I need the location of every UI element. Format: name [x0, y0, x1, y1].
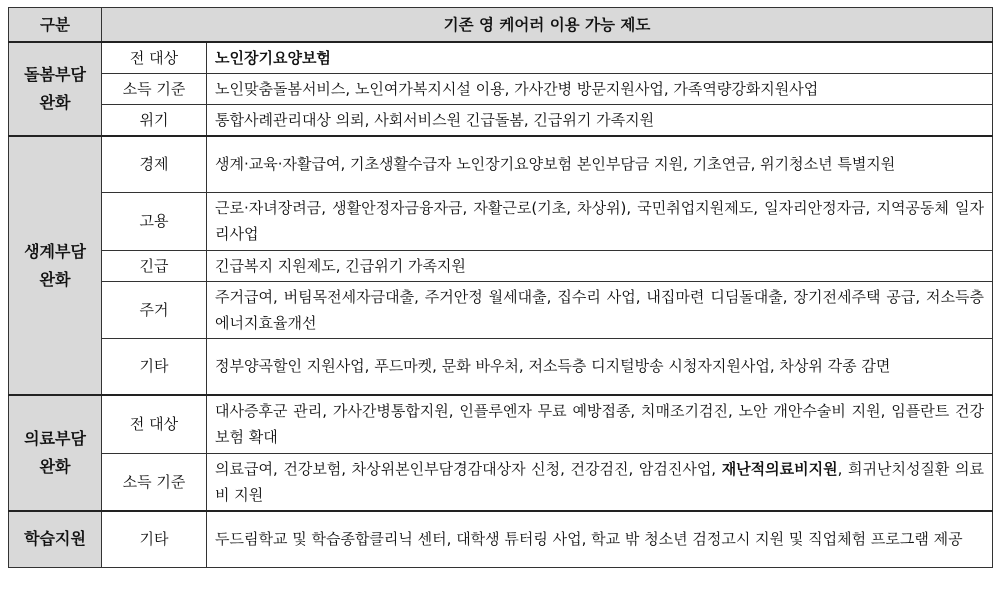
- subcategory-cell: 주거: [102, 281, 207, 338]
- table-row: [9, 192, 993, 250]
- program-text: 의료급여, 건강보험, 차상위본인부담경감대상자 신청, 건강검진, 암검진사업,: [215, 459, 722, 478]
- subcategory-cell: 소득 기준: [102, 453, 207, 511]
- group-label: 완화: [39, 456, 71, 476]
- policy-table: [8, 7, 993, 568]
- program-text: , 희귀난치성질환 의료비 지원: [215, 459, 985, 504]
- group-livelihood-burden: [9, 136, 102, 395]
- program-cell: 통합사례관리대상 의뢰, 사회서비스원 긴급돌봄, 긴급위기 가족지원: [207, 105, 993, 137]
- table-row: [9, 74, 993, 105]
- program-cell: 대사증후군 관리, 가사간병통합지원, 인플루엔자 무료 예방접종, 치매조기검진, 노안 개안수술비 지원, 임플란트 건강보험 확대: [207, 395, 993, 453]
- table-row: [9, 42, 993, 74]
- table-row: [9, 136, 993, 192]
- subcategory-cell: 위기: [102, 105, 207, 137]
- group-learning-support: [9, 511, 102, 568]
- table-row: [9, 395, 993, 453]
- subcategory-cell: 기타: [102, 338, 207, 395]
- table-row: [9, 338, 993, 395]
- subcategory-cell: 전 대상: [102, 395, 207, 453]
- subcategory-cell: 소득 기준: [102, 74, 207, 105]
- table-row: [9, 250, 993, 281]
- program-cell: 주거급여, 버팀목전세자금대출, 주거안정 월세대출, 집수리 사업, 내집마련 디딤돌대출, 장기전세주택 공급, 저소득층 에너지효율개선: [207, 281, 993, 338]
- header-row: [9, 8, 993, 43]
- table-row: [9, 105, 993, 137]
- program-cell: 노인맞춤돌봄서비스, 노인여가복지시설 이용, 가사간병 방문지원사업, 가족역량강화지원사업: [207, 74, 993, 105]
- program-text-emphasis: 재난적의료비지원: [721, 459, 838, 478]
- header-category: 구분: [9, 8, 102, 43]
- group-label: 돌봄부담: [24, 65, 86, 84]
- program-cell: 근로·자녀장려금, 생활안정자금융자금, 자활근로(기초, 차상위), 국민취업지원제도, 일자리안정자금, 지역공동체 일자리사업: [207, 192, 993, 250]
- group-label: 완화: [39, 269, 71, 289]
- group-label: 의료부담: [24, 428, 86, 448]
- group-label: 학습지원: [24, 529, 86, 549]
- program-cell: 긴급복지 지원제도, 긴급위기 가족지원: [207, 250, 993, 281]
- subcategory-cell: 고용: [102, 192, 207, 250]
- group-label: 생계부담: [24, 241, 86, 261]
- program-cell: 생계·교육·자활급여, 기초생활수급자 노인장기요양보험 본인부담금 지원, 기초연금, 위기청소년 특별지원: [207, 136, 993, 192]
- subcategory-cell: 기타: [102, 511, 207, 568]
- subcategory-cell: 전 대상: [102, 42, 207, 74]
- program-cell: [207, 453, 993, 511]
- header-programs: 기존 영 케어러 이용 가능 제도: [102, 8, 993, 43]
- group-label: 완화: [39, 93, 71, 112]
- program-cell: 정부양곡할인 지원사업, 푸드마켓, 문화 바우처, 저소득층 디지털방송 시청자지원사업, 차상위 각종 감면: [207, 338, 993, 395]
- subcategory-cell: 긴급: [102, 250, 207, 281]
- subcategory-cell: 경제: [102, 136, 207, 192]
- group-medical-burden: [9, 395, 102, 511]
- group-care-burden: [9, 42, 102, 136]
- table-row: [9, 453, 993, 511]
- table-row: [9, 511, 993, 568]
- table-row: [9, 281, 993, 338]
- program-cell: 노인장기요양보험: [207, 42, 993, 74]
- program-cell: 두드림학교 및 학습종합클리닉 센터, 대학생 튜터링 사업, 학교 밖 청소년 검정고시 지원 및 직업체험 프로그램 제공: [207, 511, 993, 568]
